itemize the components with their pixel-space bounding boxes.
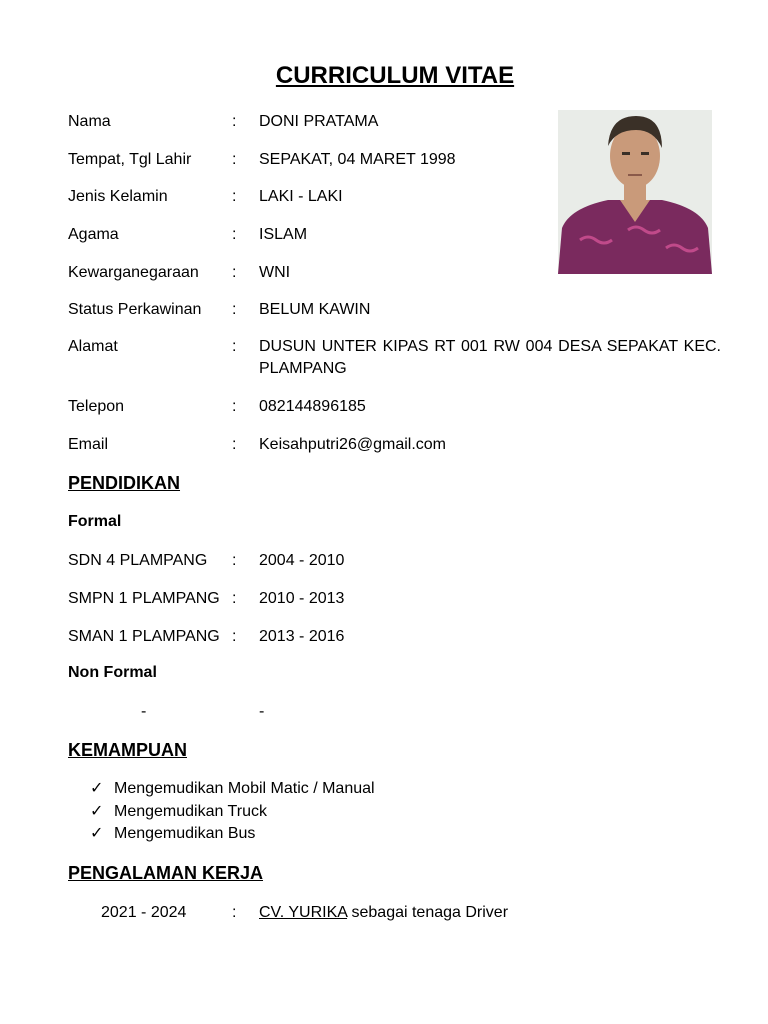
colon: : xyxy=(232,226,237,243)
subheading-non-formal: Non Formal xyxy=(68,664,157,681)
school-years: 2013 - 2016 xyxy=(259,628,345,645)
skills-list xyxy=(90,778,375,846)
school-years: 2004 - 2010 xyxy=(259,552,345,569)
experience-detail xyxy=(259,902,721,924)
colon: : xyxy=(232,628,237,645)
skill-text: Mengemudikan Bus xyxy=(114,825,256,842)
section-heading-pengalaman-kerja: PENGALAMAN KERJA xyxy=(68,863,264,883)
list-item xyxy=(90,823,375,846)
colon: : xyxy=(232,301,237,318)
checkmark-icon: ✓ xyxy=(90,802,104,820)
profile-photo xyxy=(558,110,712,274)
colon: : xyxy=(232,188,237,205)
colon: : xyxy=(232,338,237,355)
list-item xyxy=(90,778,375,801)
info-value: Keisahputri26@gmail.com xyxy=(259,436,446,453)
nonformal-name: - xyxy=(141,703,147,720)
portrait-illustration xyxy=(558,110,712,274)
info-label: Telepon xyxy=(68,398,125,415)
info-value: SEPAKAT, 04 MARET 1998 xyxy=(259,151,456,168)
subheading-formal: Formal xyxy=(68,513,122,530)
info-label: Kewarganegaraan xyxy=(68,264,199,281)
skill-text: Mengemudikan Mobil Matic / Manual xyxy=(114,780,375,797)
info-label: Status Perkawinan xyxy=(68,301,202,318)
info-value: LAKI - LAKI xyxy=(259,188,343,205)
school-name: SMAN 1 PLAMPANG xyxy=(68,628,220,645)
info-label: Alamat xyxy=(68,338,118,355)
colon: : xyxy=(232,264,237,281)
info-label: Nama xyxy=(68,113,111,130)
info-label: Tempat, Tgl Lahir xyxy=(68,151,192,168)
skill-text: Mengemudikan Truck xyxy=(114,802,267,820)
checkmark-icon: ✓ xyxy=(90,780,104,797)
school-name: SMPN 1 PLAMPANG xyxy=(68,590,220,607)
company-name: CV. YURIKA xyxy=(259,904,348,921)
colon: : xyxy=(232,590,237,607)
colon: : xyxy=(232,436,237,453)
nonformal-years: - xyxy=(259,703,265,720)
colon: : xyxy=(232,552,237,569)
info-value: WNI xyxy=(259,264,291,281)
school-name: SDN 4 PLAMPANG xyxy=(68,552,208,569)
section-heading-pendidikan: PENDIDIKAN xyxy=(68,473,181,493)
colon: : xyxy=(232,151,237,168)
section-heading-kemampuan: KEMAMPUAN xyxy=(68,740,187,760)
info-label: Agama xyxy=(68,226,119,243)
experience-role: sebagai tenaga Driver xyxy=(347,904,509,921)
info-value: BELUM KAWIN xyxy=(259,301,371,318)
colon: : xyxy=(232,398,237,415)
info-value: DONI PRATAMA xyxy=(259,113,379,130)
experience-period: 2021 - 2024 xyxy=(101,904,187,921)
list-item xyxy=(90,801,375,824)
school-years: 2010 - 2013 xyxy=(259,590,345,607)
colon: : xyxy=(232,904,237,921)
info-value: ISLAM xyxy=(259,226,308,243)
colon: : xyxy=(232,113,237,130)
checkmark-icon: ✓ xyxy=(90,825,104,842)
info-label: Jenis Kelamin xyxy=(68,188,168,205)
info-value: 082144896185 xyxy=(259,398,366,415)
info-label: Email xyxy=(68,436,109,453)
info-value: DUSUN UNTER KIPAS RT 001 RW 004 DESA SEPAKAT KEC. PLAMPANG xyxy=(259,338,721,377)
page-title: CURRICULUM VITAE xyxy=(275,62,515,89)
